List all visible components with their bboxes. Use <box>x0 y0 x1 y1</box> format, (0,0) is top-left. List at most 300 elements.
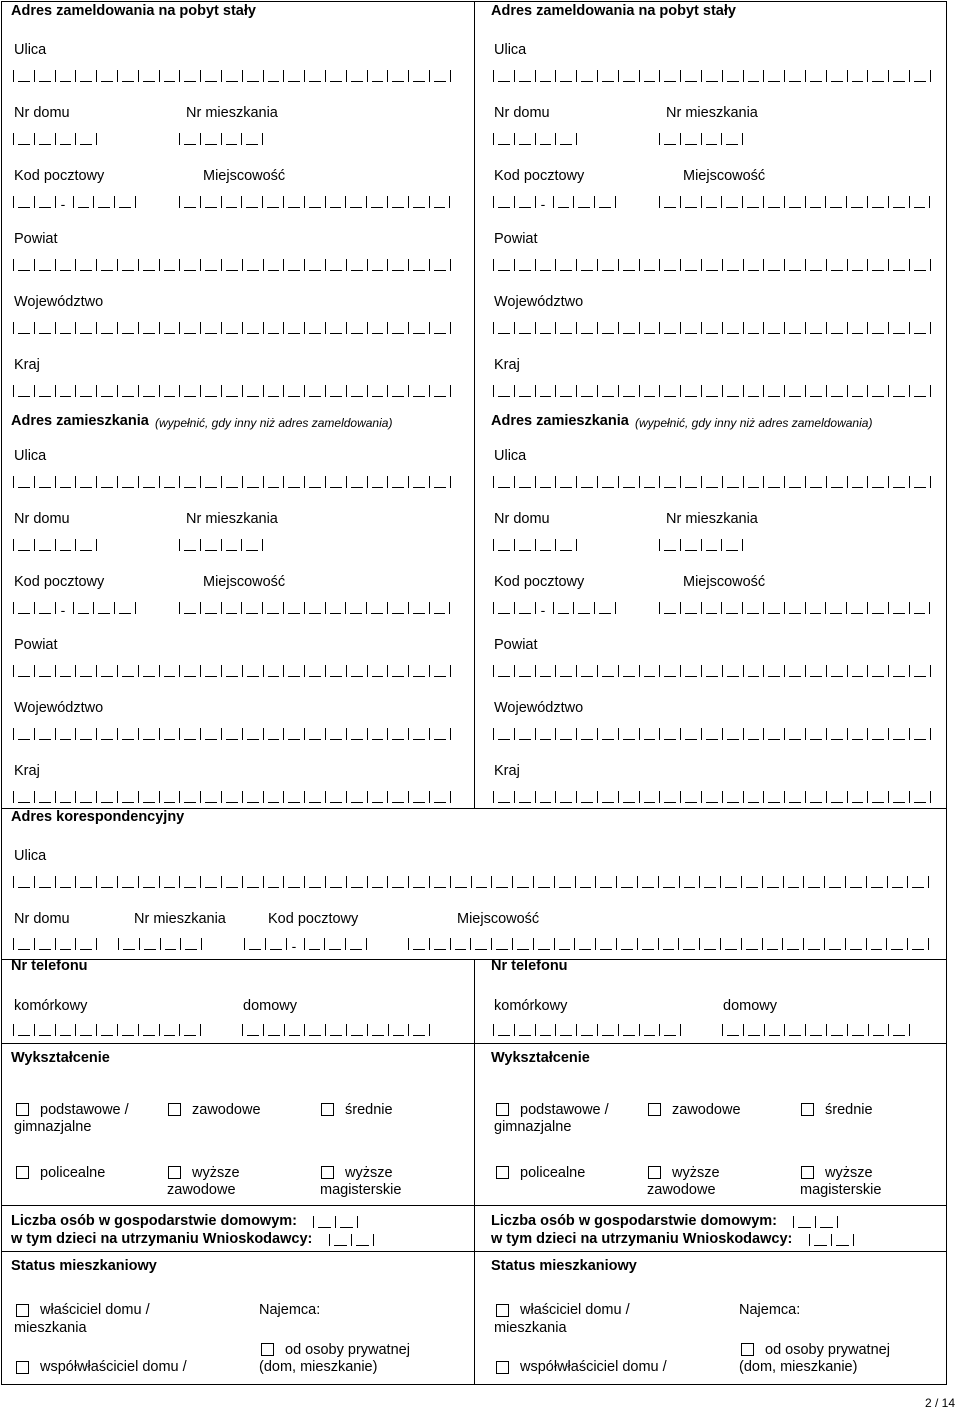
box-underline <box>893 396 905 397</box>
box-separator <box>117 1024 118 1036</box>
box-underline <box>748 270 760 271</box>
box-underline <box>498 739 510 740</box>
box-underline <box>851 207 863 208</box>
box-separator <box>743 322 744 334</box>
flat-no-boxes[interactable] <box>179 537 264 551</box>
box-underline <box>914 739 926 740</box>
education-checkbox-1[interactable] <box>648 1103 661 1116</box>
box-underline <box>60 949 72 950</box>
box-underline <box>644 270 656 271</box>
box-underline <box>309 207 321 208</box>
box-underline <box>578 207 590 208</box>
box-underline <box>664 613 676 614</box>
box-underline <box>581 802 593 803</box>
box-separator <box>55 322 56 334</box>
box-separator <box>618 385 619 397</box>
box-separator <box>888 728 889 740</box>
street-boxes[interactable] <box>493 68 932 82</box>
box-separator <box>493 791 494 803</box>
box-separator <box>367 70 368 82</box>
box-separator <box>408 322 409 334</box>
box-underline <box>372 333 384 334</box>
box-underline <box>39 270 51 271</box>
box-separator <box>826 385 827 397</box>
box-underline <box>164 676 176 677</box>
box-underline <box>392 270 404 271</box>
box-separator <box>304 476 305 488</box>
corr-flat-no-boxes[interactable] <box>118 936 203 950</box>
box-separator <box>304 665 305 677</box>
box-underline <box>498 207 510 208</box>
flat-no-label: Nr mieszkania <box>186 511 278 527</box>
house-no-boxes[interactable] <box>13 131 98 145</box>
city-label: Miejscowość <box>683 168 766 184</box>
box-underline <box>164 270 176 271</box>
box-separator <box>450 938 451 950</box>
box-separator <box>179 385 180 397</box>
box-underline <box>726 613 738 614</box>
street-boxes[interactable] <box>13 68 452 82</box>
box-separator <box>387 385 388 397</box>
home-phone-boxes[interactable] <box>242 1022 431 1036</box>
box-underline <box>683 949 695 950</box>
corr-postal-boxes-part2[interactable] <box>304 936 368 950</box>
education-checkbox-0[interactable] <box>496 1103 509 1116</box>
box-separator <box>13 876 14 888</box>
box-underline <box>685 487 697 488</box>
box-underline <box>685 207 697 208</box>
city-boxes[interactable] <box>659 600 931 614</box>
box-separator <box>450 728 451 740</box>
box-underline <box>519 81 531 82</box>
box-underline <box>330 81 342 82</box>
education-option-label: policealne <box>40 1165 106 1181</box>
box-separator <box>160 938 161 950</box>
box-underline <box>78 613 90 614</box>
box-underline <box>581 487 593 488</box>
box-underline <box>434 396 446 397</box>
box-underline <box>60 333 72 334</box>
box-underline <box>60 676 72 677</box>
box-underline <box>80 949 92 950</box>
education-checkbox-5[interactable] <box>801 1166 814 1179</box>
box-underline <box>623 1035 635 1036</box>
box-underline <box>644 739 656 740</box>
box-underline <box>185 949 197 950</box>
box-underline <box>184 802 196 803</box>
box-separator <box>680 259 681 271</box>
box-underline <box>350 949 362 950</box>
box-separator <box>907 938 908 950</box>
postal-code-boxes-part2[interactable] <box>553 194 617 208</box>
box-separator <box>575 876 576 888</box>
owner-checkbox[interactable] <box>496 1304 509 1317</box>
box-separator <box>179 791 180 803</box>
box-underline <box>852 739 864 740</box>
box-underline <box>475 949 487 950</box>
box-underline <box>623 270 635 271</box>
house-no-label: Nr domu <box>494 511 550 527</box>
box-separator <box>55 133 56 145</box>
country-boxes[interactable] <box>13 383 452 397</box>
housing-title: Status mieszkaniowy <box>491 1258 637 1274</box>
box-separator <box>13 259 14 271</box>
education-option-label: zawodowe <box>672 1102 741 1118</box>
box-underline <box>122 81 134 82</box>
household-children-label: w tym dzieci na utrzymaniu Wnioskodawcy: <box>11 1231 313 1247</box>
box-underline <box>184 613 196 614</box>
postal-code-boxes-part1[interactable] <box>493 194 537 208</box>
box-separator <box>847 70 848 82</box>
box-separator <box>847 385 848 397</box>
box-separator <box>366 938 367 950</box>
education-checkbox-1[interactable] <box>168 1103 181 1116</box>
box-underline <box>893 802 905 803</box>
box-underline <box>101 81 113 82</box>
household-children-boxes[interactable] <box>809 1232 855 1246</box>
box-separator <box>263 1024 264 1036</box>
box-separator <box>909 196 910 208</box>
box-underline <box>789 270 801 271</box>
education-checkbox-2[interactable] <box>801 1103 814 1116</box>
box-underline <box>80 144 92 145</box>
box-underline <box>247 333 259 334</box>
box-underline <box>413 270 425 271</box>
box-separator <box>618 665 619 677</box>
education-checkbox-5[interactable] <box>321 1166 334 1179</box>
box-separator <box>867 476 868 488</box>
box-separator <box>324 938 325 950</box>
box-separator <box>34 938 35 950</box>
house-no-boxes[interactable] <box>493 131 578 145</box>
education-checkbox-2[interactable] <box>321 1103 334 1116</box>
box-separator <box>555 259 556 271</box>
country-boxes[interactable] <box>493 383 932 397</box>
box-underline <box>434 676 446 677</box>
box-separator <box>346 728 347 740</box>
box-underline <box>164 81 176 82</box>
country-label: Kraj <box>494 357 520 373</box>
district-boxes[interactable] <box>493 257 932 271</box>
owner-label: właściciel domu / <box>520 1302 630 1318</box>
coowner-checkbox[interactable] <box>16 1361 29 1374</box>
box-separator <box>75 70 76 82</box>
box-separator <box>803 876 804 888</box>
box-separator <box>135 602 136 614</box>
box-separator <box>242 70 243 82</box>
corr-house-no-boxes[interactable] <box>13 936 98 950</box>
postal-code-boxes-part1[interactable] <box>13 194 57 208</box>
box-separator <box>313 1216 314 1228</box>
box-separator <box>555 476 556 488</box>
box-separator <box>805 70 806 82</box>
box-separator <box>179 728 180 740</box>
box-underline <box>644 396 656 397</box>
box-separator <box>449 602 450 614</box>
voivodeship-boxes[interactable] <box>13 726 452 740</box>
box-underline <box>309 333 321 334</box>
box-underline <box>685 81 697 82</box>
box-underline <box>831 739 843 740</box>
education-checkbox-4[interactable] <box>168 1166 181 1179</box>
box-separator <box>325 1024 326 1036</box>
box-underline <box>914 487 926 488</box>
box-underline <box>392 487 404 488</box>
box-underline <box>143 739 155 740</box>
box-separator <box>721 539 722 551</box>
box-underline <box>60 1035 72 1036</box>
postal-code-boxes-part1[interactable] <box>493 600 537 614</box>
city-boxes[interactable] <box>659 194 931 208</box>
box-separator <box>493 602 494 614</box>
box-separator <box>867 70 868 82</box>
box-underline <box>831 396 843 397</box>
box-separator <box>845 876 846 888</box>
owner-checkbox[interactable] <box>16 1304 29 1317</box>
box-underline <box>330 1035 342 1036</box>
box-separator <box>244 938 245 950</box>
box-separator <box>743 259 744 271</box>
box-separator <box>659 322 660 334</box>
box-underline <box>205 207 217 208</box>
country-boxes[interactable] <box>493 789 932 803</box>
box-separator <box>763 791 764 803</box>
box-separator <box>96 728 97 740</box>
education-option-label: wyższe <box>345 1165 393 1181</box>
country-boxes[interactable] <box>13 789 452 803</box>
postal-code-boxes-part2[interactable] <box>73 194 137 208</box>
box-separator <box>743 385 744 397</box>
box-underline <box>205 550 217 551</box>
box-underline <box>787 949 799 950</box>
box-separator <box>699 938 700 950</box>
postal-code-boxes-part2[interactable] <box>553 600 617 614</box>
house-no-boxes[interactable] <box>13 537 98 551</box>
box-separator <box>597 259 598 271</box>
box-separator <box>514 1024 515 1036</box>
box-underline <box>288 676 300 677</box>
box-underline <box>247 1035 259 1036</box>
household-persons-boxes[interactable] <box>793 1214 839 1228</box>
mobile-boxes[interactable] <box>493 1022 682 1036</box>
box-underline <box>685 802 697 803</box>
box-underline <box>540 802 552 803</box>
district-boxes[interactable] <box>13 257 452 271</box>
house-no-boxes[interactable] <box>493 537 578 551</box>
city-label: Miejscowość <box>203 574 286 590</box>
box-underline <box>351 396 363 397</box>
box-separator <box>304 70 305 82</box>
box-underline <box>270 949 282 950</box>
flat-no-boxes[interactable] <box>659 131 744 145</box>
box-separator <box>283 876 284 888</box>
box-underline <box>893 613 905 614</box>
box-separator <box>242 259 243 271</box>
box-underline <box>392 333 404 334</box>
box-underline <box>60 887 72 888</box>
box-underline <box>392 396 404 397</box>
box-underline <box>727 739 739 740</box>
box-separator <box>367 385 368 397</box>
box-underline <box>540 1035 552 1036</box>
box-underline <box>581 81 593 82</box>
box-separator <box>138 876 139 888</box>
box-separator <box>491 876 492 888</box>
box-separator <box>805 728 806 740</box>
mobile-label: komórkowy <box>14 998 88 1014</box>
box-underline <box>685 270 697 271</box>
mobile-boxes[interactable] <box>13 1022 202 1036</box>
box-underline <box>205 81 217 82</box>
box-underline <box>101 739 113 740</box>
corr-street-boxes[interactable] <box>13 874 930 888</box>
box-underline <box>288 887 300 888</box>
box-separator <box>514 322 515 334</box>
private-tenant-checkbox[interactable] <box>741 1343 754 1356</box>
box-separator <box>742 602 743 614</box>
box-separator <box>867 196 868 208</box>
voivodeship-boxes[interactable] <box>493 320 932 334</box>
box-separator <box>701 728 702 740</box>
box-underline <box>810 739 822 740</box>
private-tenant-checkbox[interactable] <box>261 1343 274 1356</box>
box-separator <box>680 133 681 145</box>
education-checkbox-4[interactable] <box>648 1166 661 1179</box>
box-underline <box>392 739 404 740</box>
voivodeship-boxes[interactable] <box>13 320 452 334</box>
education-checkbox-3[interactable] <box>16 1166 29 1179</box>
box-underline <box>727 333 739 334</box>
household-children-boxes[interactable] <box>329 1232 375 1246</box>
box-separator <box>783 876 784 888</box>
phone-title: Nr telefonu <box>491 958 568 974</box>
box-separator <box>242 665 243 677</box>
box-underline <box>872 802 884 803</box>
flat-no-boxes[interactable] <box>659 537 744 551</box>
box-separator <box>514 665 515 677</box>
box-separator <box>573 602 574 614</box>
box-separator <box>75 728 76 740</box>
box-underline <box>309 676 321 677</box>
district-boxes[interactable] <box>493 663 932 677</box>
box-underline <box>685 550 697 551</box>
street-boxes[interactable] <box>493 474 932 488</box>
box-separator <box>387 70 388 82</box>
box-underline <box>330 270 342 271</box>
education-checkbox-0[interactable] <box>16 1103 29 1116</box>
box-separator <box>13 133 14 145</box>
box-underline <box>664 270 676 271</box>
household-persons-boxes[interactable] <box>313 1214 359 1228</box>
box-underline <box>434 739 446 740</box>
box-separator <box>387 791 388 803</box>
box-separator <box>117 322 118 334</box>
box-underline <box>893 739 905 740</box>
box-underline <box>747 613 759 614</box>
box-separator <box>493 1024 494 1036</box>
box-underline <box>727 270 739 271</box>
box-underline <box>852 1035 864 1036</box>
corr-city-boxes[interactable] <box>408 936 930 950</box>
box-separator <box>408 476 409 488</box>
box-underline <box>623 81 635 82</box>
box-separator <box>200 385 201 397</box>
coowner-checkbox[interactable] <box>496 1361 509 1374</box>
home-phone-label: domowy <box>723 998 777 1014</box>
voivodeship-label: Województwo <box>494 294 584 310</box>
box-underline <box>101 487 113 488</box>
district-boxes[interactable] <box>13 663 452 677</box>
box-underline <box>184 550 196 551</box>
box-separator <box>34 539 35 551</box>
flat-no-boxes[interactable] <box>179 131 264 145</box>
box-underline <box>205 144 217 145</box>
box-separator <box>535 385 536 397</box>
box-separator <box>304 1024 305 1036</box>
box-underline <box>309 949 321 950</box>
box-separator <box>805 791 806 803</box>
postal-code-boxes-part2[interactable] <box>73 600 137 614</box>
box-separator <box>429 728 430 740</box>
box-underline <box>852 81 864 82</box>
box-underline <box>39 487 51 488</box>
education-checkbox-3[interactable] <box>496 1166 509 1179</box>
corr-postal-boxes-part1[interactable] <box>244 936 288 950</box>
corr-city-label: Miejscowość <box>457 911 540 927</box>
box-separator <box>909 791 910 803</box>
box-underline <box>810 487 822 488</box>
box-underline <box>309 739 321 740</box>
street-boxes[interactable] <box>13 474 452 488</box>
section-divider <box>1 1205 947 1206</box>
box-underline <box>205 396 217 397</box>
city-boxes[interactable] <box>179 600 451 614</box>
box-underline <box>309 270 321 271</box>
box-separator <box>13 1024 14 1036</box>
box-underline <box>831 487 843 488</box>
box-separator <box>345 938 346 950</box>
household-children-label: w tym dzieci na utrzymaniu Wnioskodawcy: <box>491 1231 793 1247</box>
box-separator <box>75 476 76 488</box>
box-underline <box>685 396 697 397</box>
box-separator <box>429 70 430 82</box>
box-underline <box>872 333 884 334</box>
box-separator <box>805 322 806 334</box>
box-separator <box>263 791 264 803</box>
street-label: Ulica <box>494 42 527 58</box>
box-separator <box>680 322 681 334</box>
box-underline <box>914 396 926 397</box>
box-separator <box>493 70 494 82</box>
box-separator <box>96 938 97 950</box>
box-underline <box>810 333 822 334</box>
box-underline <box>706 81 718 82</box>
owner-label-2: mieszkania <box>14 1320 87 1336</box>
box-separator <box>96 539 97 551</box>
voivodeship-boxes[interactable] <box>493 726 932 740</box>
box-underline <box>226 207 238 208</box>
city-boxes[interactable] <box>179 194 451 208</box>
postal-code-boxes-part1[interactable] <box>13 600 57 614</box>
box-separator <box>639 665 640 677</box>
box-separator <box>346 1024 347 1036</box>
box-underline <box>726 207 738 208</box>
box-underline <box>748 1035 760 1036</box>
box-underline <box>434 887 446 888</box>
box-underline <box>581 739 593 740</box>
box-underline <box>288 207 300 208</box>
home-phone-boxes[interactable] <box>722 1022 911 1036</box>
